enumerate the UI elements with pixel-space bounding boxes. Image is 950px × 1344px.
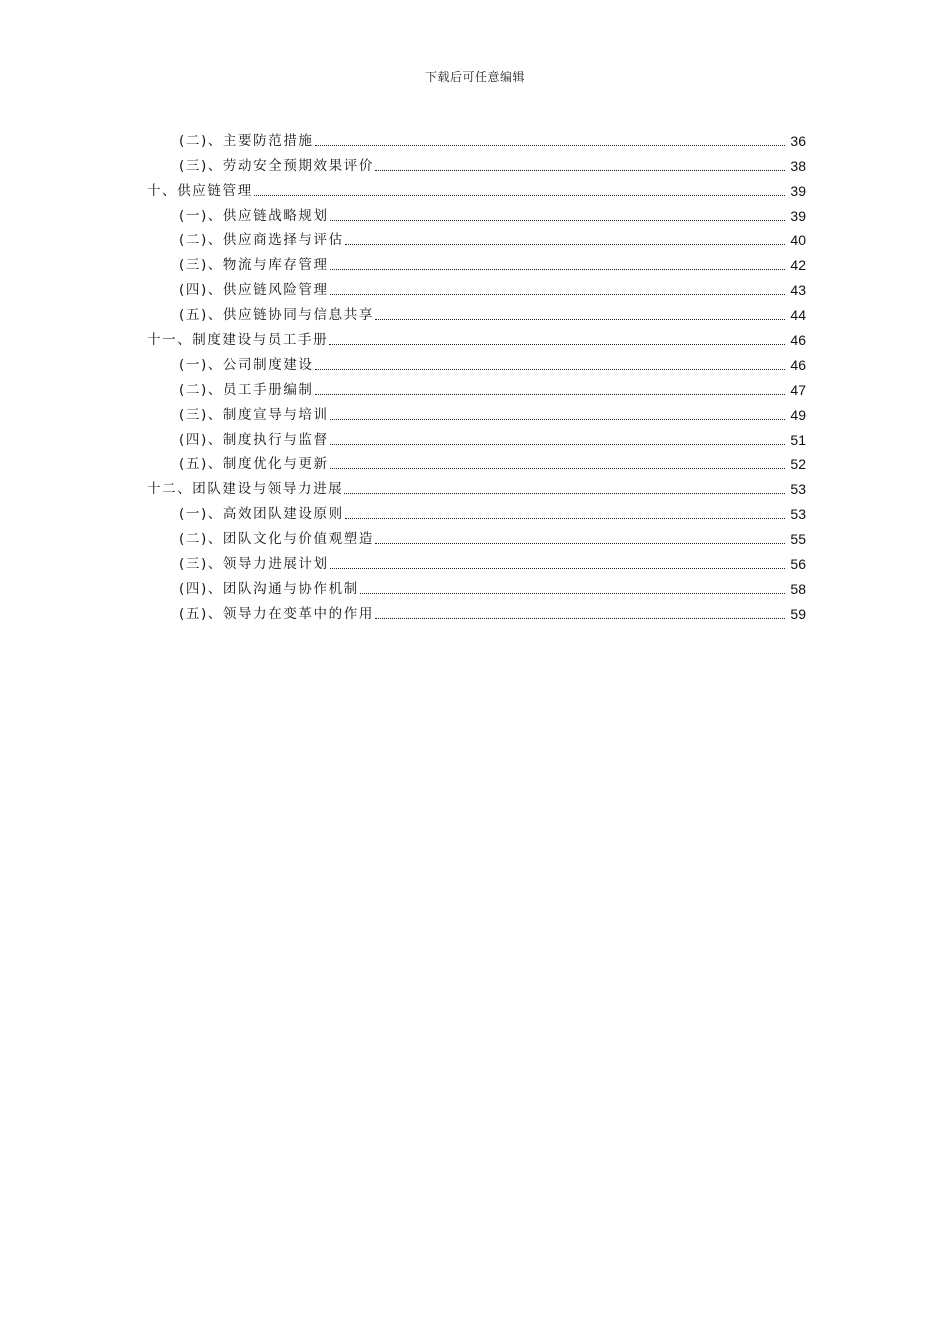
toc-page-number: 51 (790, 431, 806, 448)
toc-section-entry[interactable] (0, 375, 950, 400)
toc-entry-title: (三)、领导力进展计划 (179, 556, 329, 573)
toc-page-number: 46 (790, 356, 806, 373)
toc-dot-leader (330, 468, 785, 469)
toc-dot-leader (330, 568, 785, 569)
toc-dot-leader (330, 220, 785, 221)
toc-page-number: 42 (790, 257, 806, 274)
toc-page-number: 49 (790, 406, 806, 423)
toc-section-entry[interactable] (0, 126, 950, 151)
toc-page-number: 39 (790, 182, 806, 199)
toc-section-entry[interactable] (0, 425, 950, 450)
toc-entry-title: (五)、制度优化与更新 (179, 456, 329, 473)
toc-dot-leader (375, 170, 785, 171)
toc-entry-title: 十、供应链管理 (147, 182, 253, 199)
table-of-contents (0, 126, 950, 624)
toc-page-number: 46 (790, 332, 806, 349)
toc-entry-title: 十一、制度建设与员工手册 (147, 332, 329, 349)
toc-page-number: 40 (790, 232, 806, 249)
toc-entry-title: (四)、团队沟通与协作机制 (179, 580, 359, 597)
toc-entry-title: (二)、员工手册编制 (179, 381, 314, 398)
toc-section-entry[interactable] (0, 275, 950, 300)
toc-page-number: 53 (790, 506, 806, 523)
toc-entry-title: (三)、制度宣导与培训 (179, 406, 329, 423)
toc-page-number: 52 (790, 456, 806, 473)
toc-section-entry[interactable] (0, 201, 950, 226)
toc-page-number: 59 (790, 605, 806, 622)
toc-section-entry[interactable] (0, 599, 950, 624)
toc-chapter-entry[interactable] (0, 176, 950, 201)
toc-dot-leader (375, 543, 785, 544)
toc-page-number: 39 (790, 207, 806, 224)
toc-section-entry[interactable] (0, 250, 950, 275)
page-header: 下载后可任意编辑 (424, 70, 525, 84)
toc-section-entry[interactable] (0, 549, 950, 574)
toc-dot-leader (330, 419, 785, 420)
toc-section-entry[interactable] (0, 350, 950, 375)
toc-section-entry[interactable] (0, 300, 950, 325)
toc-dot-leader (375, 618, 785, 619)
toc-page-number: 43 (790, 282, 806, 299)
toc-entry-title: (二)、团队文化与价值观塑造 (179, 531, 374, 548)
toc-dot-leader (345, 518, 785, 519)
toc-dot-leader (360, 593, 785, 594)
toc-page-number: 55 (790, 531, 806, 548)
toc-dot-leader (315, 369, 785, 370)
toc-section-entry[interactable] (0, 151, 950, 176)
toc-entry-title: 十二、团队建设与领导力进展 (147, 481, 344, 498)
toc-page-number: 56 (790, 556, 806, 573)
toc-dot-leader (375, 319, 785, 320)
toc-page-number: 53 (790, 481, 806, 498)
toc-dot-leader (330, 269, 785, 270)
toc-section-entry[interactable] (0, 574, 950, 599)
toc-dot-leader (344, 493, 785, 494)
toc-page-number: 38 (790, 157, 806, 174)
toc-section-entry[interactable] (0, 400, 950, 425)
toc-entry-title: (五)、供应链协同与信息共享 (179, 307, 374, 324)
toc-entry-title: (一)、公司制度建设 (179, 356, 314, 373)
toc-entry-title: (一)、供应链战略规划 (179, 207, 329, 224)
toc-entry-title: (四)、制度执行与监督 (179, 431, 329, 448)
toc-chapter-entry[interactable] (0, 474, 950, 499)
toc-entry-title: (四)、供应链风险管理 (179, 282, 329, 299)
toc-dot-leader (315, 394, 785, 395)
toc-section-entry[interactable] (0, 499, 950, 524)
toc-section-entry[interactable] (0, 226, 950, 251)
toc-dot-leader (315, 145, 785, 146)
toc-section-entry[interactable] (0, 524, 950, 549)
toc-dot-leader (345, 244, 785, 245)
toc-page-number: 44 (790, 307, 806, 324)
toc-chapter-entry[interactable] (0, 325, 950, 350)
toc-page-number: 47 (790, 381, 806, 398)
toc-dot-leader (254, 195, 785, 196)
toc-dot-leader (329, 344, 785, 345)
toc-section-entry[interactable] (0, 450, 950, 475)
toc-entry-title: (五)、领导力在变革中的作用 (179, 605, 374, 622)
toc-page-number: 36 (790, 132, 806, 149)
toc-entry-title: (三)、物流与库存管理 (179, 257, 329, 274)
toc-page-number: 58 (790, 580, 806, 597)
toc-dot-leader (330, 294, 785, 295)
toc-entry-title: (三)、劳动安全预期效果评价 (179, 157, 374, 174)
toc-entry-title: (二)、主要防范措施 (179, 132, 314, 149)
toc-entry-title: (二)、供应商选择与评估 (179, 232, 344, 249)
toc-dot-leader (330, 444, 785, 445)
toc-entry-title: (一)、高效团队建设原则 (179, 506, 344, 523)
